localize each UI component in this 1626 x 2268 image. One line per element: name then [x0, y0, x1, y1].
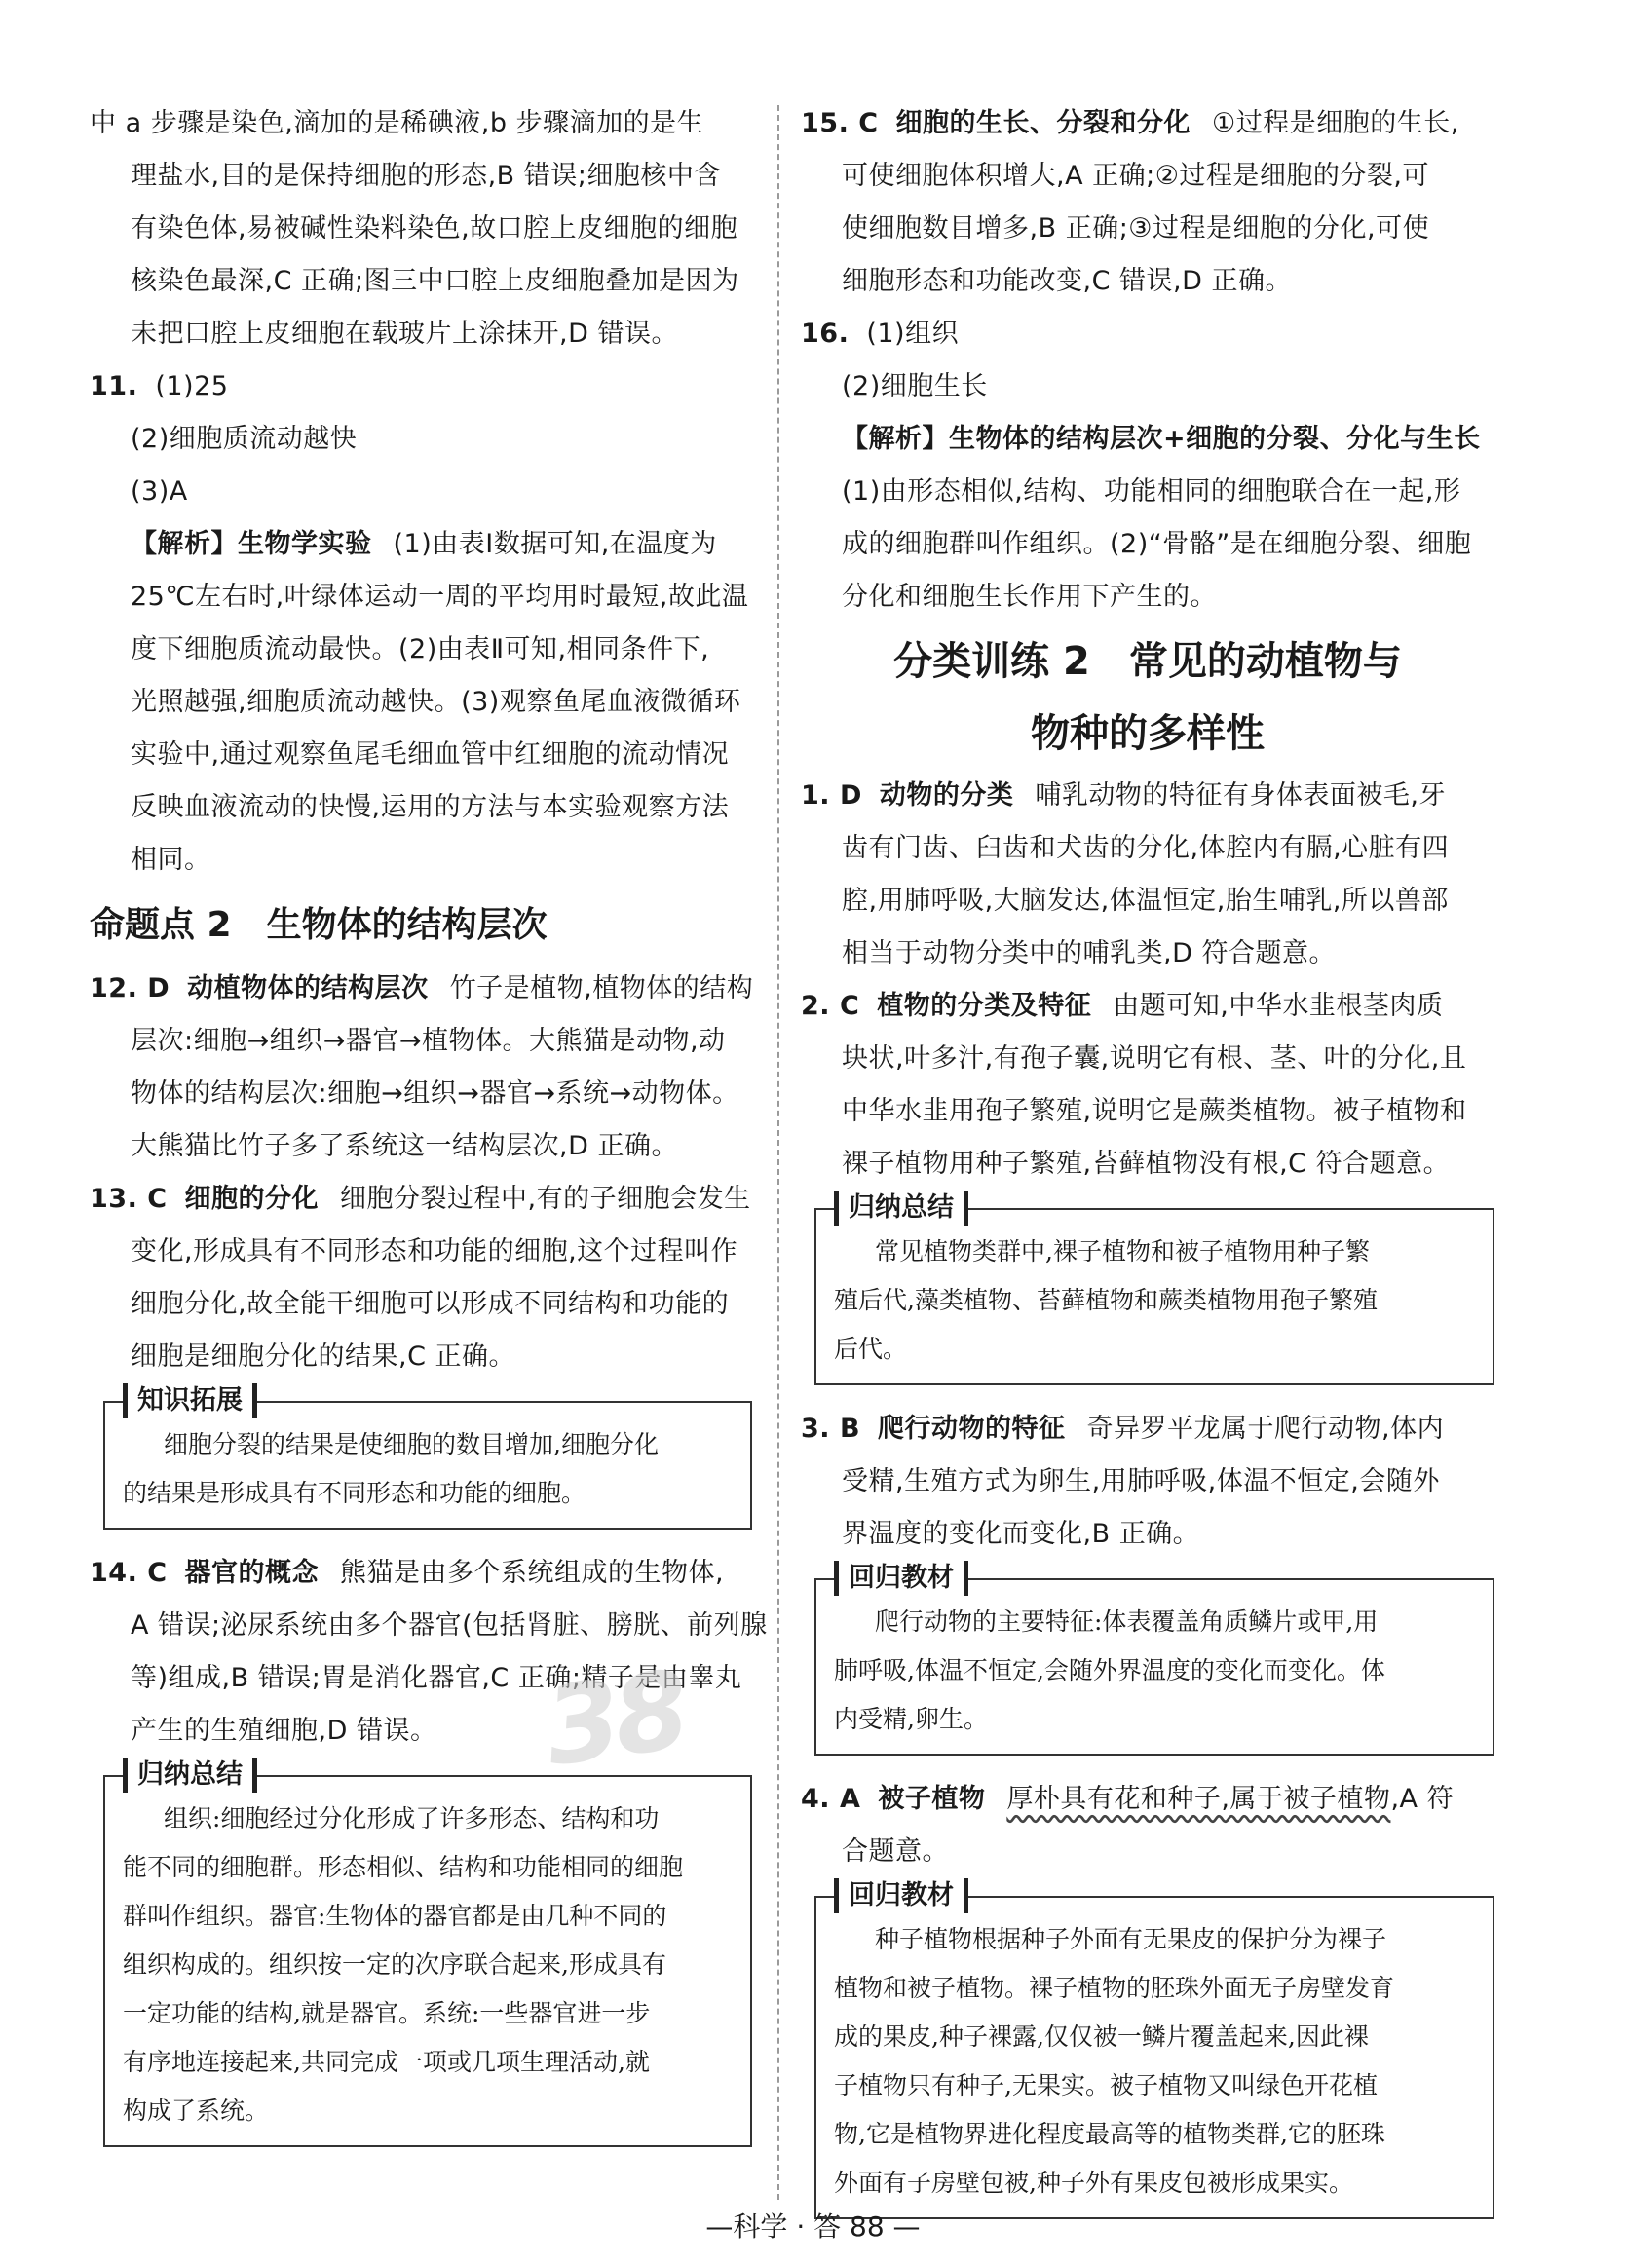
box-line: 成的果皮,种子裸露,仅仅被一鳞片覆盖起来,因此裸 — [834, 2022, 1369, 2051]
text-line: 实验中,通过观察鱼尾毛细血管中红细胞的流动情况 — [131, 739, 730, 770]
box-line: 群叫作组织。器官:生物体的器官都是由几种不同的 — [123, 1902, 667, 1930]
text-line: 裸子植物用种子繁殖,苔藓植物没有根,C 符合题意。 — [842, 1149, 1451, 1179]
box-line: 能不同的细胞群。形态相似、结构和功能相同的细胞 — [123, 1853, 684, 1881]
question-12: 12. D 动植物体的结构层次 竹子是植物,植物体的结构 — [90, 973, 754, 1003]
box-line: 殖后代,藻类植物、苔藓植物和蕨类植物用孢子繁殖 — [834, 1286, 1378, 1314]
text-line: 未把口腔上皮细胞在载玻片上涂抹开,D 错误。 — [131, 319, 678, 349]
text-line: 腔,用肺呼吸,大脑发达,体温恒定,胎生哺乳,所以兽部 — [842, 886, 1449, 916]
box-line: 子植物只有种子,无果实。被子植物又叫绿色开花植 — [834, 2071, 1378, 2099]
analysis-line: 【解析】生物学实验 (1)由表Ⅰ数据可知,在温度为 — [131, 529, 717, 559]
analysis-tag: 【解析】生物体的结构层次+细胞的分裂、分化与生长 — [842, 424, 1481, 454]
watermark-logo: 38 — [537, 1646, 692, 1791]
text-line: 分化和细胞生长作用下产生的。 — [842, 582, 1217, 612]
text-line: 相当于动物分类中的哺乳类,D 符合题意。 — [842, 938, 1336, 968]
question-4: 4. A 被子植物 厚朴具有花和种子,属于被子植物,A 符 — [801, 1784, 1455, 1814]
text-line: 界温度的变化而变化,B 正确。 — [842, 1519, 1200, 1549]
question-13: 13. C 细胞的分化 细胞分裂过程中,有的子细胞会发生 — [90, 1184, 751, 1214]
text-line: 受精,生殖方式为卵生,用肺呼吸,体温不恒定,会随外 — [842, 1466, 1440, 1496]
question-2: 2. C 植物的分类及特征 由题可知,中华水韭根茎肉质 — [801, 991, 1444, 1021]
box-line: 的结果是形成具有不同形态和功能的细胞。 — [123, 1479, 586, 1507]
page-footer: —科学 · 答 88 — — [705, 2211, 921, 2243]
question-14: 14. C 器官的概念 熊猫是由多个系统组成的生物体, — [90, 1558, 725, 1588]
box-line: 组织:细胞经过分化形成了许多形态、结构和功 — [164, 1804, 660, 1833]
text-line: A 错误;泌尿系统由多个器官(包括肾脏、膀胱、前列腺 — [131, 1610, 768, 1641]
box-line: 植物和被子植物。裸子植物的胚珠外面无子房壁发育 — [834, 1974, 1395, 2002]
knowledge-extension-box — [103, 1385, 752, 1530]
text-line: 度下细胞质流动最快。(2)由表Ⅱ可知,相同条件下, — [131, 634, 710, 664]
text-line: 中华水韭用孢子繁殖,说明它是蕨类植物。被子植物和 — [842, 1096, 1467, 1126]
text-line: (1)由形态相似,结构、功能相同的细胞联合在一起,形 — [842, 476, 1461, 507]
left-column — [90, 97, 768, 2165]
box-line: 组织构成的。组织按一定的次序联合起来,形成具有 — [123, 1950, 666, 1979]
box-title: 回归教材 — [834, 1878, 968, 1913]
box-line: 爬行动物的主要特征:体表覆盖角质鳞片或甲,用 — [875, 1607, 1379, 1636]
text-line: 反映血液流动的快慢,运用的方法与本实验观察方法 — [131, 792, 730, 822]
summary-box — [814, 1192, 1494, 1385]
textbook-review-box — [814, 1563, 1494, 1756]
text-line: 大熊猫比竹子多了系统这一结构层次,D 正确。 — [131, 1131, 678, 1161]
answer-line: (3)A — [131, 476, 188, 507]
box-line: 一定功能的结构,就是器官。系统:一些器官进一步 — [123, 1999, 651, 2027]
box-line: 物,它是植物界进化程度最高等的植物类群,它的胚珠 — [834, 2120, 1385, 2148]
text-line: 25℃左右时,叶绿体运动一周的平均用时最短,故此温 — [131, 582, 749, 612]
question-3: 3. B 爬行动物的特征 奇异罗平龙属于爬行动物,体内 — [801, 1414, 1445, 1444]
answer-line: (2)细胞生长 — [842, 371, 988, 401]
section-heading-line2: 物种的多样性 — [1031, 711, 1265, 756]
text-line: 产生的生殖细胞,D 错误。 — [131, 1716, 437, 1746]
box-line: 内受精,卵生。 — [834, 1705, 988, 1733]
text-line: 成的细胞群叫作组织。(2)“骨骼”是在细胞分裂、细胞 — [842, 529, 1472, 559]
box-line: 种子植物根据种子外面有无果皮的保护分为裸子 — [875, 1925, 1387, 1953]
text-line: 合题意。 — [842, 1836, 949, 1867]
text-line: 理盐水,目的是保持细胞的形态,B 错误;细胞核中含 — [131, 161, 721, 191]
text-line: 物体的结构层次:细胞→组织→器官→系统→动物体。 — [131, 1078, 739, 1109]
column-divider — [777, 105, 779, 2200]
box-title: 归纳总结 — [123, 1758, 257, 1793]
question-15: 15. C 细胞的生长、分裂和分化 ①过程是细胞的生长, — [801, 108, 1459, 138]
summary-box — [103, 1759, 752, 2147]
text-line: 相同。 — [131, 845, 211, 875]
text-line: 光照越强,细胞质流动越快。(3)观察鱼尾血液微循环 — [131, 687, 741, 717]
box-line: 有序地连接起来,共同完成一项或几项生理活动,就 — [123, 2048, 650, 2076]
box-line: 外面有子房壁包被,种子外有果皮包被形成果实。 — [834, 2169, 1353, 2197]
text-line: 等)组成,B 错误;胃是消化器官,C 正确;精子是由睾丸 — [131, 1663, 742, 1693]
text-line: 细胞是细胞分化的结果,C 正确。 — [131, 1342, 516, 1372]
text-line: 核染色最深,C 正确;图三中口腔上皮细胞叠加是因为 — [131, 266, 739, 296]
question-16: 16. (1)组织 — [801, 319, 960, 349]
text-line: 层次:细胞→组织→器官→植物体。大熊猫是动物,动 — [131, 1026, 726, 1056]
question-1: 1. D 动物的分类 哺乳动物的特征有身体表面被毛,牙 — [801, 780, 1446, 811]
answer-line: (2)细胞质流动越快 — [131, 424, 358, 454]
textbook-review-box — [814, 1880, 1494, 2219]
text-line: 齿有门齿、臼齿和犬齿的分化,体腔内有膈,心脏有四 — [842, 833, 1450, 863]
box-line: 构成了系统。 — [123, 2097, 270, 2125]
text-line: 细胞分化,故全能干细胞可以形成不同结构和功能的 — [131, 1289, 730, 1319]
section-heading: 命题点 2 生物体的结构层次 — [90, 905, 548, 945]
box-line: 细胞分裂的结果是使细胞的数目增加,细胞分化 — [164, 1430, 659, 1458]
question-11: 11. (1)25 — [90, 371, 229, 401]
text-line: 变化,形成具有不同形态和功能的细胞,这个过程叫作 — [131, 1236, 738, 1266]
box-line: 常见植物类群中,裸子植物和被子植物用种子繁 — [875, 1237, 1370, 1266]
box-title: 回归教材 — [834, 1561, 968, 1596]
text-line: 细胞形态和功能改变,C 错误,D 正确。 — [842, 266, 1292, 296]
box-line: 后代。 — [834, 1335, 908, 1363]
box-line: 肺呼吸,体温不恒定,会随外界温度的变化而变化。体 — [834, 1656, 1385, 1684]
text-line: 中 a 步骤是染色,滴加的是稀碘液,b 步骤滴加的是生 — [90, 108, 704, 138]
section-heading: 分类训练 2 常见的动植物与 — [893, 639, 1402, 684]
box-title: 归纳总结 — [834, 1191, 968, 1226]
text-line: 可使细胞体积增大,A 正确;②过程是细胞的分裂,可 — [842, 161, 1430, 191]
text-line: 有染色体,易被碱性染料染色,故口腔上皮细胞的细胞 — [131, 213, 738, 244]
analysis-tag: 【解析】生物学实验 — [131, 529, 372, 559]
text-line: 块状,叶多汁,有孢子囊,说明它有根、茎、叶的分化,且 — [842, 1043, 1467, 1074]
right-column — [801, 97, 1494, 2237]
box-title: 知识拓展 — [123, 1383, 257, 1418]
text-line: 使细胞数目增多,B 正确;③过程是细胞的分化,可使 — [842, 213, 1430, 244]
